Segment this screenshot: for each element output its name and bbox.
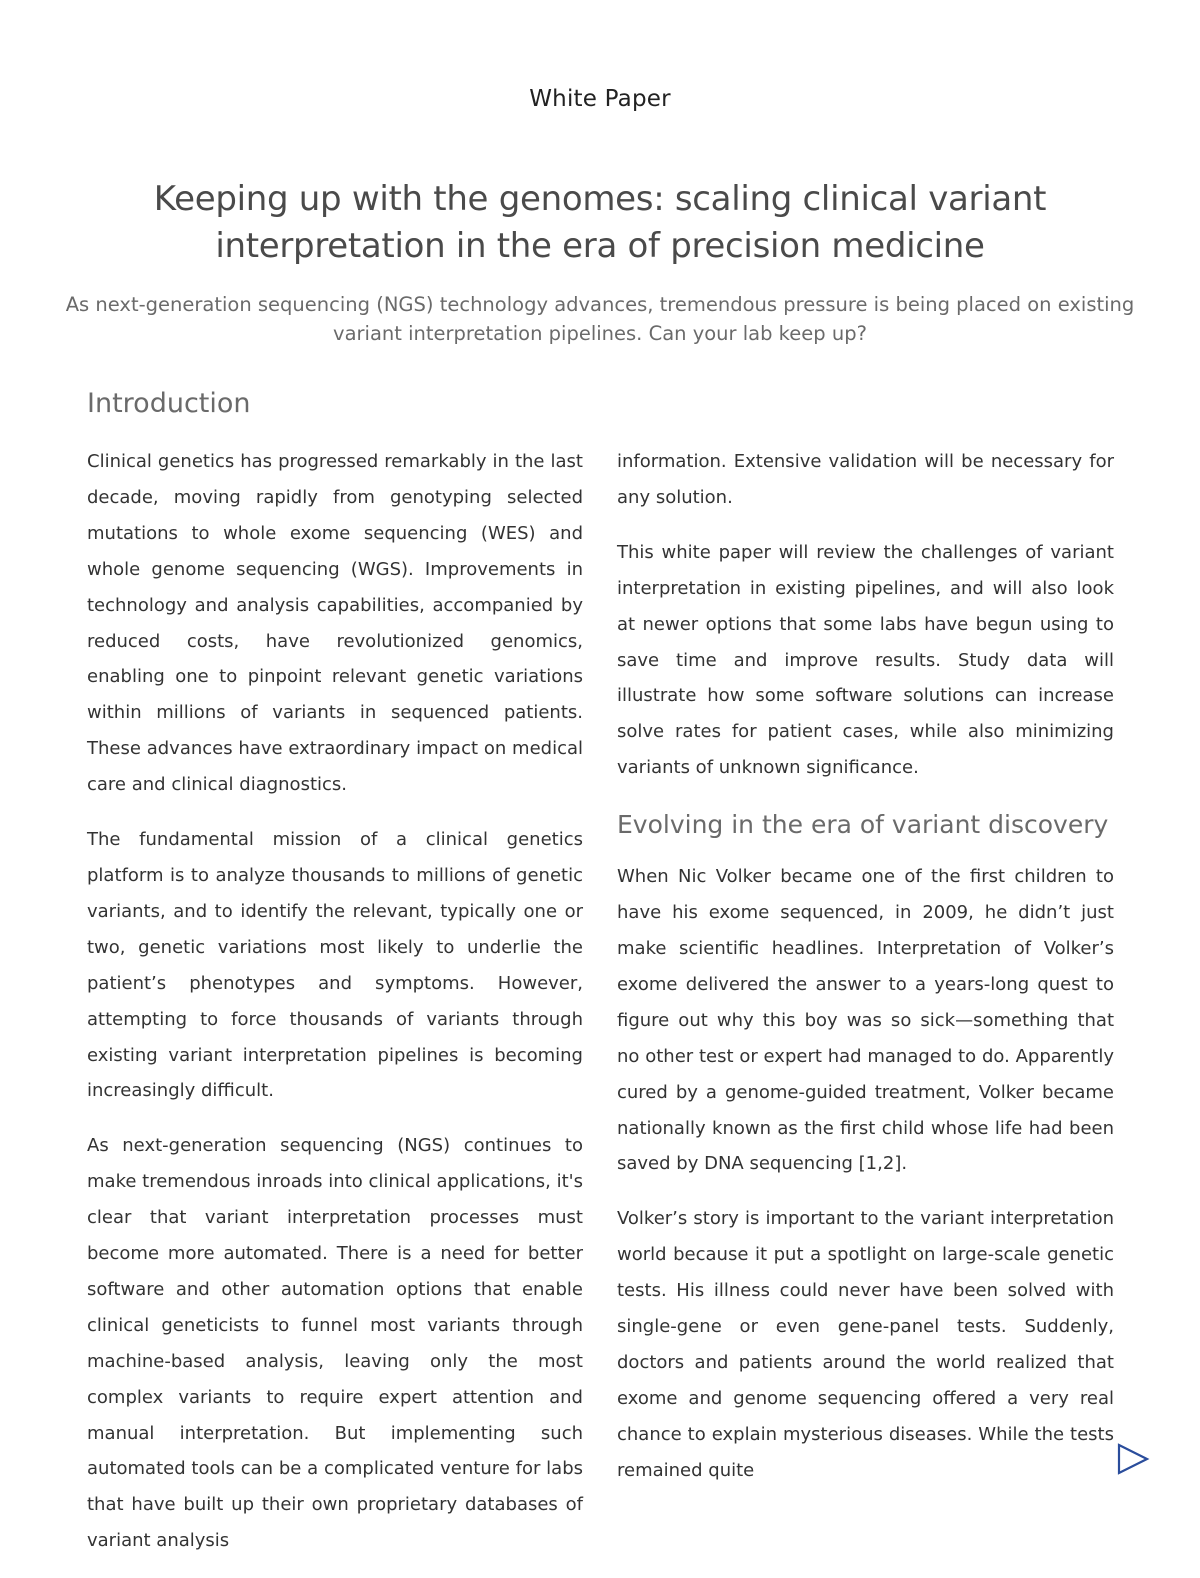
- section-heading: Evolving in the era of variant discovery: [617, 810, 1109, 840]
- paragraph: When Nic Volker became one of the first children to have his exome sequenced, in 2009, he didn’t just make scientific headlines. Interpretation of Volker’s exome delivered the answer to a years-long quest to figure out why this boy was so sick—something that no other test or expert had managed to do. Apparently cured by a genome-guided treatment, Volker became nationally known as the first child whose life had been saved by DNA sequencing [1,2].: [617, 866, 1114, 1175]
- document-title: Keeping up with the genomes: scaling clinical variant interpretation in the era of precision medicine: [153, 179, 1047, 266]
- right-column: [617, 444, 1114, 1508]
- paragraph: information. Extensive validation will be necessary for any solution.: [617, 451, 1114, 508]
- paragraph: This white paper will review the challenges of variant interpretation in existing pipelines, and will also look at newer options that some labs have begun using to save time and improve results. Study data will illustrate how some software solutions can increase solve rates for patient cases, while also minimizing variants of unknown significance.: [617, 541, 1114, 779]
- document-type-label: White Paper: [529, 86, 671, 112]
- paragraph: As next-generation sequencing (NGS) continues to make tremendous inroads into clinical applications, it's clear that variant interpretation processes must become more automated. There is a need for better software and other automation options that enable clinical geneticists to funnel most variants through machine-based analysis, leaving only the most complex variants to require expert attention and manual interpretation. But implementing such automated tools can be a complicated venture for labs that have built up their own proprietary databases of variant analysis: [87, 1135, 583, 1552]
- document-subtitle: As next-generation sequencing (NGS) technology advances, tremendous pressure is being placed on existing variant interpretation pipelines. Can your lab keep up?: [65, 293, 1135, 345]
- next-page-arrow-icon[interactable]: [1116, 1442, 1150, 1476]
- paragraph: Clinical genetics has progressed remarkably in the last decade, moving rapidly from genotyping selected mutations to whole exome sequencing (WES) and whole genome sequencing (WGS). Improvements in technology and analysis capabilities, accompanied by reduced costs, have revolutionized genomics, enabling one to pinpoint relevant genetic variations within millions of variants in sequenced patients. These advances have extraordinary impact on medical care and clinical diagnostics.: [87, 451, 583, 796]
- paragraph: Volker’s story is important to the variant interpretation world because it put a spotlight on large-scale genetic tests. His illness could never have been solved with single-gene or even gene-panel tests. Suddenly, doctors and patients around the world realized that exome and genome sequencing offered a very real chance to explain mysterious diseases. While the tests remained quite: [617, 1208, 1114, 1481]
- introduction-heading: Introduction: [87, 388, 251, 419]
- paragraph: The fundamental mission of a clinical genetics platform is to analyze thousands to millions of genetic variants, and to identify the relevant, typically one or two, genetic variations most likely to underlie the patient’s phenotypes and symptoms. However, attempting to force thousands of variants through existing variant interpretation pipelines is becoming increasingly difficult.: [87, 829, 583, 1102]
- left-column: [87, 444, 583, 1578]
